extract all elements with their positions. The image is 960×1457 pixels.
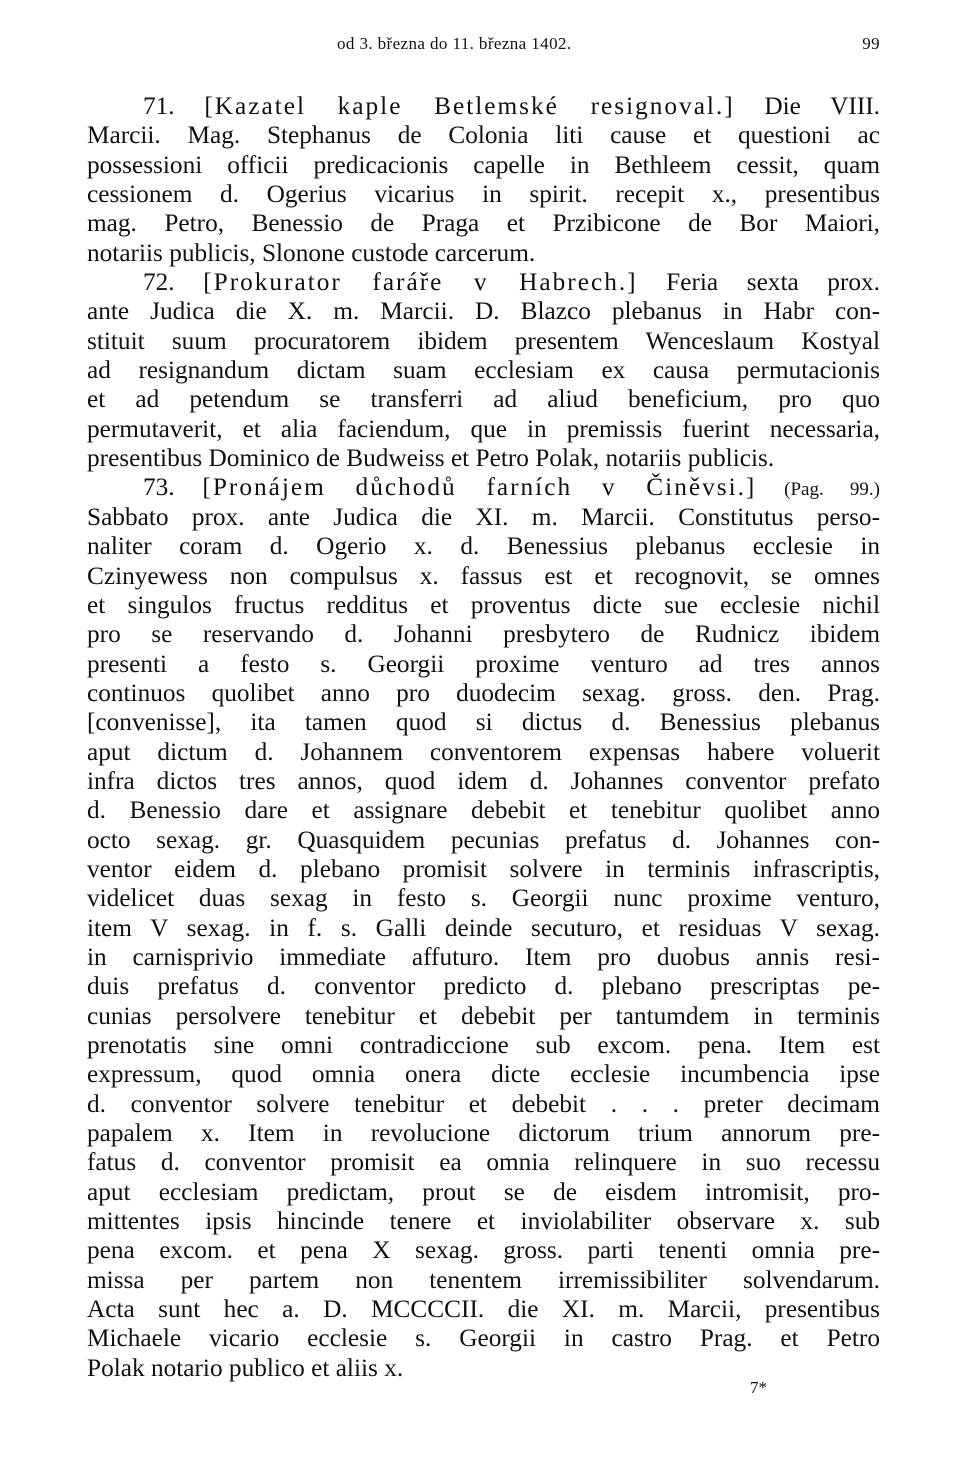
page-number: 99: [862, 34, 880, 53]
text-span: mag. Petro, Benessio de Praga et Przibicone de Bor Maiori,: [87, 209, 880, 238]
text-line: [87, 415, 880, 444]
running-head: od 3. března do 11. března 1402.: [337, 34, 572, 53]
text-span: presentibus Dominico de Budweiss et Petro Polak, notariis publicis.: [87, 444, 775, 473]
page-reference: (Pag. 99.): [784, 479, 880, 501]
text-span: 72.: [143, 268, 204, 297]
text-line: [87, 1236, 880, 1265]
text-span: mittentes ipsis hincinde tenere et inviolabiliter observare x. sub: [87, 1207, 880, 1236]
document-body: [87, 92, 880, 1383]
text-line: [87, 1324, 880, 1353]
text-span: fatus d. conventor promisit ea omnia relinquere in suo recessu: [87, 1148, 880, 1177]
text-span: [convenisse], ita tamen quod si dictus d. Benessius plebanus: [87, 708, 880, 737]
text-line: [87, 385, 880, 414]
text-line: [87, 356, 880, 385]
entry-heading-line: [87, 268, 880, 297]
signature-mark: 7*: [750, 1378, 767, 1397]
text-span: prenotatis sine omni contradiccione sub excom. pena. Item est: [87, 1031, 880, 1059]
text-span: 71.: [143, 92, 205, 120]
text-line: [87, 1031, 880, 1060]
text-line: [87, 503, 880, 532]
text-span: d. Benessio dare et assignare debebit et tenebitur quolibet anno: [87, 796, 880, 825]
text-span: permutaverit, et alia faciendum, que in premissis fuerint necessaria,: [87, 414, 880, 443]
text-span: notariis publicis, Slonone custode carcerum.: [87, 238, 536, 267]
text-span: Sabbato prox. ante Judica die XI. m. Marcii. Constitutus perso-: [87, 502, 880, 531]
text-line: [87, 826, 880, 855]
text-span: videlicet duas sexag in festo s. Georgii nunc proxime venturo,: [87, 884, 880, 913]
text-line: [87, 1148, 880, 1177]
entry-heading-line: [87, 473, 880, 502]
text-span: 73.: [143, 473, 203, 502]
text-span: continuos quolibet anno pro duodecim sexag. gross. den. Prag.: [87, 678, 880, 707]
text-line: [87, 209, 880, 238]
text-line: [87, 738, 880, 767]
text-span: pro se reservando d. Johanni presbytero de Rudnicz ibidem: [87, 620, 880, 649]
text-span: stituit suum procuratorem ibidem presentem Wenceslaum Kostyal: [87, 326, 880, 355]
text-span: cunias persolvere tenebitur et debebit per tantumdem in terminis: [87, 1001, 880, 1030]
text-span: naliter coram d. Ogerio x. d. Benessius plebanus ecclesie in: [87, 532, 880, 561]
text-line: [87, 1119, 880, 1148]
text-span: et ad petendum se transferri ad aliud beneficium, pro quo: [87, 385, 880, 414]
text-span: Czinyewess non compulsus x. fassus est et recognovit, se omnes: [87, 561, 880, 590]
text-span: cessionem d. Ogerius vicarius in spirit. recepit x., presentibus: [87, 180, 880, 209]
text-span: Feria sexta prox.: [637, 268, 880, 297]
page-header: [87, 34, 880, 58]
text-line: [87, 327, 880, 356]
text-line: [87, 1090, 880, 1119]
text-span: possessioni officii predicacionis capelle in Bethleem cessit, quam: [87, 150, 880, 179]
text-span: papalem x. Item in revolucione dictorum trium annorum pre-: [87, 1119, 880, 1148]
text-span: Die VIII.: [734, 92, 880, 120]
text-line: [87, 297, 880, 326]
text-span: [756, 473, 784, 501]
text-span: presenti a festo s. Georgii proxime venturo ad tres annos: [87, 649, 880, 678]
text-line: [87, 855, 880, 884]
text-line: [87, 796, 880, 825]
entry-title: [Kazatel kaple Betlemské resignoval.]: [204, 92, 735, 120]
text-line: [87, 972, 880, 1001]
text-span: ventor eidem d. plebano promisit solvere in terminis infrascriptis,: [87, 854, 880, 883]
text-line: [87, 1002, 880, 1031]
text-line: [87, 884, 880, 913]
text-line: [87, 1207, 880, 1236]
text-span: in carnisprivio immediate affuturo. Item pro duobus annis resi-: [87, 942, 880, 971]
text-line: [87, 708, 880, 737]
text-line: [87, 914, 880, 943]
text-line: [87, 1295, 880, 1324]
text-line: [87, 444, 880, 473]
text-line: [87, 620, 880, 649]
text-span: missa per partem non tenentem irremissibiliter solvendarum.: [87, 1265, 880, 1294]
text-span: Marcii. Mag. Stephanus de Colonia liti cause et questioni ac: [87, 121, 880, 150]
text-span: ad resignandum dictam suam ecclesiam ex causa permutacionis: [87, 356, 880, 385]
entry-heading-line: [87, 92, 880, 121]
text-line: [87, 943, 880, 972]
text-span: octo sexag. gr. Quasquidem pecunias prefatus d. Johannes con-: [87, 825, 880, 854]
text-line: [87, 1178, 880, 1207]
text-span: et singulos fructus redditus et proventus dicte sue ecclesie nichil: [87, 590, 880, 619]
text-span: Michaele vicario ecclesie s. Georgii in castro Prag. et Petro: [87, 1324, 880, 1353]
text-line: [87, 180, 880, 209]
entry-title: [Prokurator faráře v Habrech.]: [203, 268, 638, 297]
text-line: [87, 679, 880, 708]
text-line: [87, 591, 880, 620]
text-line: [87, 121, 880, 150]
text-span: duis prefatus d. conventor predicto d. plebano prescriptas pe-: [87, 972, 880, 1001]
text-line: [87, 151, 880, 180]
text-line: [87, 562, 880, 591]
text-span: aput dictum d. Johannem conventorem expensas habere voluerit: [87, 737, 880, 766]
text-span: Polak notario publico et aliis x.: [87, 1353, 404, 1382]
text-span: expressum, quod omnia onera dicte ecclesie incumbencia ipse: [87, 1060, 880, 1089]
text-line: [87, 767, 880, 796]
text-span: Acta sunt hec a. D. MCCCCII. die XI. m. Marcii, presentibus: [87, 1295, 880, 1324]
entry-title: [Pronájem důchodů farních v Činěvsi.]: [202, 473, 757, 502]
text-span: d. conventor solvere tenebitur et debebit . . . preter decimam: [87, 1089, 880, 1118]
text-line: [87, 1266, 880, 1295]
text-line: [87, 1060, 880, 1089]
text-line: [87, 239, 880, 268]
text-span: ante Judica die X. m. Marcii. D. Blazco plebanus in Habr con-: [87, 297, 880, 326]
text-span: pena excom. et pena X sexag. gross. parti tenenti omnia pre-: [87, 1236, 880, 1265]
text-span: item V sexag. in f. s. Galli deinde secuturo, et residuas V sexag.: [87, 913, 880, 942]
text-line: [87, 532, 880, 561]
text-span: aput ecclesiam predictam, prout se de eisdem intromisit, pro-: [87, 1177, 880, 1206]
text-line: [87, 650, 880, 679]
text-span: infra dictos tres annos, quod idem d. Johannes conventor prefato: [87, 766, 880, 795]
